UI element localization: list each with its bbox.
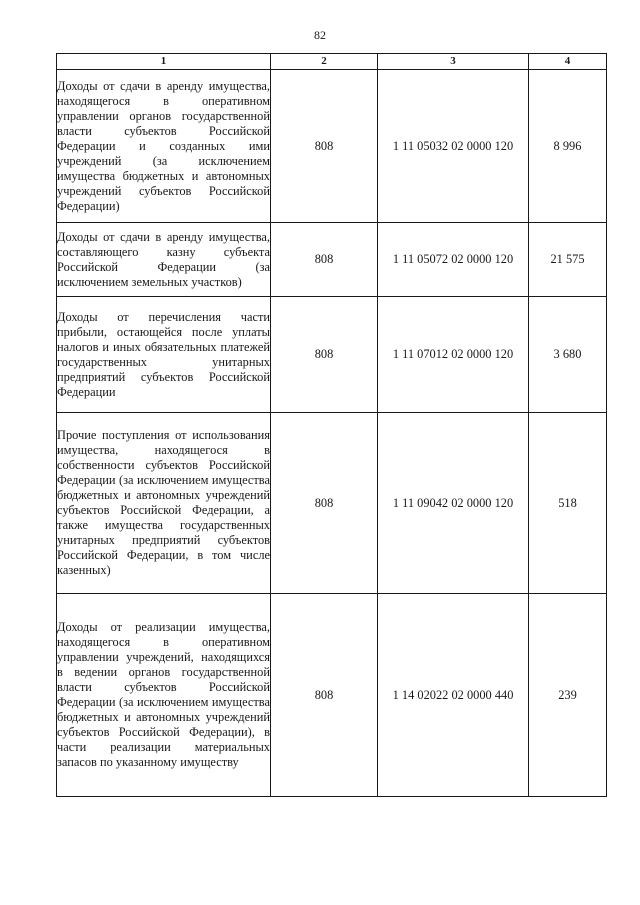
row-amount: 518 bbox=[529, 413, 607, 594]
table-row bbox=[57, 70, 607, 223]
row-admin-code: 808 bbox=[271, 413, 378, 594]
row-admin-code: 808 bbox=[271, 223, 378, 297]
table-row bbox=[57, 413, 607, 594]
row-kbk-code: 1 14 02022 02 0000 440 bbox=[378, 594, 529, 797]
row-description: Прочие поступления от использования имущества, находящегося в собственности субъектов Российской Федерации (за исключением имущества бюджетных и автономных учреждений субъектов Российской Федерации, а также имущества государственных унитарных предприятий субъектов Российской Федерации, в том числе казенных) bbox=[57, 413, 271, 594]
row-kbk-code: 1 11 05032 02 0000 120 bbox=[378, 70, 529, 223]
table-row bbox=[57, 297, 607, 413]
row-admin-code: 808 bbox=[271, 594, 378, 797]
row-description: Доходы от сдачи в аренду имущества, находящегося в оперативном управлении органов государственной власти субъектов Российской Федерации и созданных ими учреждений (за исключением имущества бюджетных и автономных учреждений субъектов Российской Федерации) bbox=[57, 70, 271, 223]
table-row bbox=[57, 594, 607, 797]
revenue-table bbox=[56, 53, 607, 797]
table-row bbox=[57, 223, 607, 297]
column-header-3: 3 bbox=[378, 54, 529, 70]
column-header-2: 2 bbox=[271, 54, 378, 70]
row-admin-code: 808 bbox=[271, 70, 378, 223]
row-kbk-code: 1 11 07012 02 0000 120 bbox=[378, 297, 529, 413]
row-amount: 239 bbox=[529, 594, 607, 797]
row-amount: 8 996 bbox=[529, 70, 607, 223]
row-kbk-code: 1 11 05072 02 0000 120 bbox=[378, 223, 529, 297]
row-description: Доходы от реализации имущества, находящегося в оперативном управлении учреждений, находящихся в ведении органов государственной власти субъектов Российской Федерации (за исключением имущества бюджетных и автономных учреждений субъектов Российской Федерации), в части реализации материальных запасов по указанному имуществу bbox=[57, 594, 271, 797]
row-description: Доходы от перечисления части прибыли, остающейся после уплаты налогов и иных обязательных платежей государственных унитарных предприятий субъектов Российской Федерации bbox=[57, 297, 271, 413]
row-admin-code: 808 bbox=[271, 297, 378, 413]
page-number: 82 bbox=[314, 28, 326, 42]
row-amount: 3 680 bbox=[529, 297, 607, 413]
column-header-1: 1 bbox=[57, 54, 271, 70]
row-amount: 21 575 bbox=[529, 223, 607, 297]
table-header-row bbox=[57, 54, 607, 70]
column-header-4: 4 bbox=[529, 54, 607, 70]
row-description: Доходы от сдачи в аренду имущества, составляющего казну субъекта Российской Федерации (за исключением земельных участков) bbox=[57, 223, 271, 297]
row-kbk-code: 1 11 09042 02 0000 120 bbox=[378, 413, 529, 594]
